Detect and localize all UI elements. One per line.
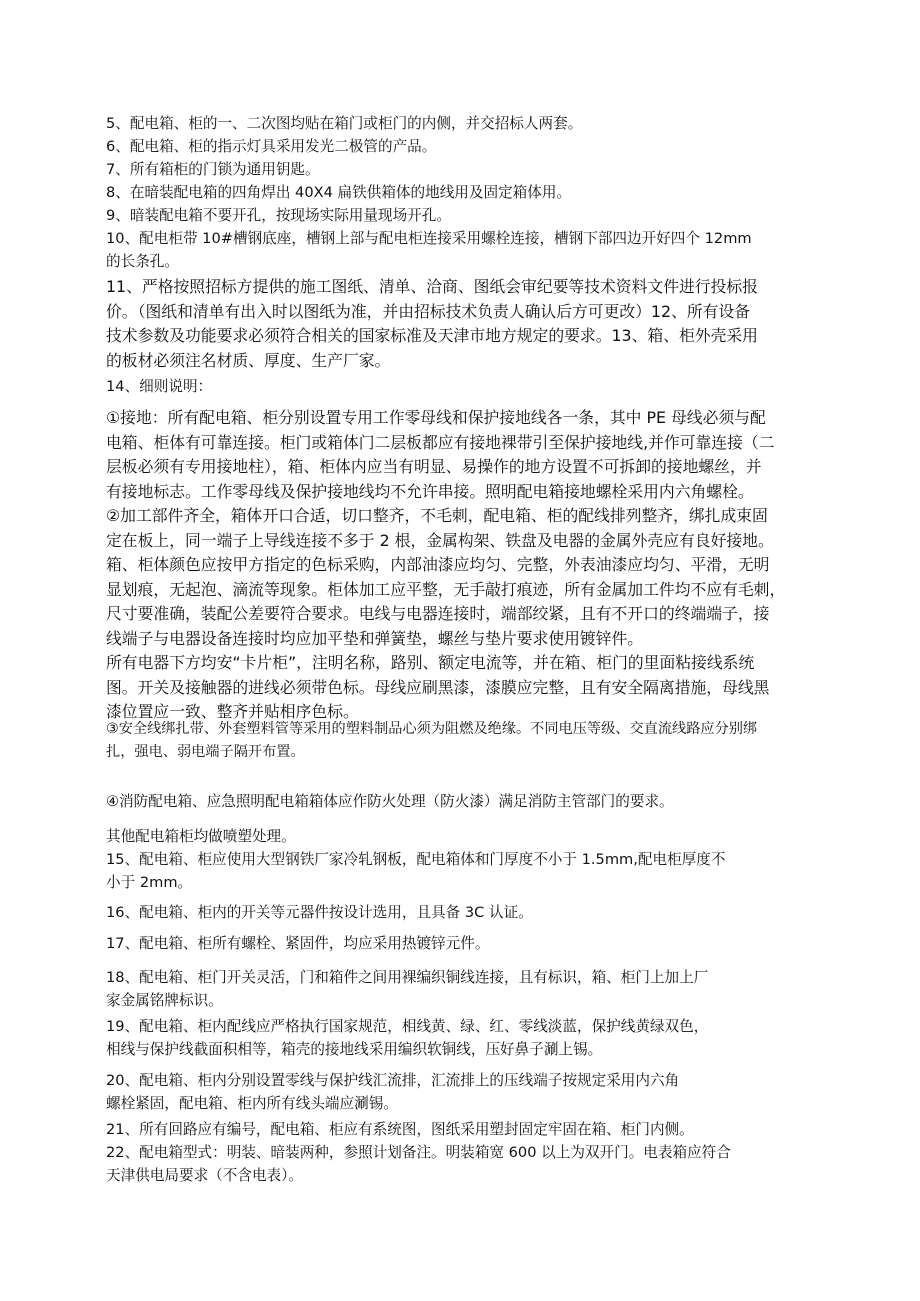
text-line: 尺寸要准确，装配公差要符合要求。电线与电器连接时，端部绞紧，且有不开口的终端端子，接 bbox=[106, 604, 770, 623]
text-line: ④消防配电箱、应急照明配电箱箱体应作防火处理（防火漆）满足消防主管部门的要求。 bbox=[106, 793, 674, 810]
item-21 bbox=[106, 1118, 818, 1141]
item-22 bbox=[106, 1141, 818, 1187]
item-20 bbox=[106, 1069, 818, 1115]
text-line: 21、所有回路应有编号，配电箱、柜应有系统图，图纸采用塑封固定牢固在箱、柜门内侧。 bbox=[106, 1121, 694, 1138]
item-6 bbox=[106, 135, 818, 158]
text-line: 图。开关及接触器的进线必须带色标。母线应刷黑漆，漆膜应完整，且有安全隔离措施，母线黑 bbox=[106, 677, 770, 697]
item-15 bbox=[106, 848, 818, 894]
item-18 bbox=[106, 966, 818, 1012]
text-line: 有接地标志。工作零母线及保护接地线均不允许串接。照明配电箱接地螺栓采用内六角螺栓。 bbox=[106, 481, 754, 501]
item-17 bbox=[106, 932, 818, 955]
text-line: 层板必须有专用接地柱），箱、柜体内应当有明显、易操作的地方设置不可拆卸的接地螺丝，并 bbox=[106, 457, 762, 476]
text-line: ②加工部件齐全，箱体开口合适，切口整齐，不毛刺，配电箱、柜的配线排列整齐，绑扎成束固 bbox=[106, 506, 768, 525]
text-line: 8、在暗装配电箱的四角焊出 40X4 扁铁供箱体的地线用及固定箱体用。 bbox=[106, 184, 572, 201]
text-line: 14、细则说明： bbox=[106, 378, 213, 395]
text-line: 22、配电箱型式：明装、暗装两种，参照计划备注。明装箱宽 600 以上为双开门。电表箱应符合 bbox=[106, 1144, 731, 1161]
item-14-4 bbox=[106, 790, 818, 813]
text-line: 电箱、柜体有可靠连接。柜门或箱体门二层板都应有接地裸带引至保护接地线,并作可靠连接（二 bbox=[106, 432, 775, 452]
text-line: 10、配电柜带 10#槽钢底座，槽钢上部与配电柜连接采用螺栓连接，槽钢下部四边开好四个 12mm bbox=[106, 230, 752, 247]
text-line: ③安全线绑扎带、外套塑料管等采用的塑料制品心须为阻燃及绝缘。不同电压等级、交直流线路应分别绑 bbox=[106, 721, 758, 737]
item-14-heading bbox=[106, 375, 818, 398]
text-line: 15、配电箱、柜应使用大型钢铁厂家冷轧钢板，配电箱体和门厚度不小于 1.5mm,配电柜厚度不 bbox=[106, 851, 726, 868]
text-line: 16、配电箱、柜内的开关等元器件按设计选用，且具备 3C 认证。 bbox=[106, 904, 533, 921]
other-boxes-note bbox=[106, 825, 818, 848]
text-line: 漆位置应一致、整齐并贴相序色标。 bbox=[106, 702, 359, 721]
item-10 bbox=[106, 227, 818, 273]
text-line: 的长条孔。 bbox=[106, 253, 179, 270]
text-line: 5、配电箱、柜的一、二次图均贴在箱门或柜门的内侧，并交招标人两套。 bbox=[106, 115, 583, 132]
text-line: 价。（图纸和清单有出入时以图纸为准，并由招标技术负责人确认后方可更改）12、所有设备 bbox=[106, 301, 751, 321]
item-7 bbox=[106, 158, 818, 181]
text-line: 的板材必须注名材质、厚度、生产厂家。 bbox=[106, 350, 391, 370]
item-16 bbox=[106, 901, 818, 924]
text-line: ①接地：所有配电箱、柜分别设置专用工作零母线和保护接地线各一条，其中 PE 母线必须与配 bbox=[106, 408, 766, 427]
text-line: 螺栓紧固，配电箱、柜内所有线头端应涮锡。 bbox=[106, 1095, 398, 1112]
text-line: 定在板上，同一端子上导线连接不多于 2 根，金属构架、铁盘及电器的金属外壳应有良好接地。 bbox=[106, 530, 774, 550]
item-14-3 bbox=[106, 718, 818, 764]
item-11 bbox=[106, 275, 818, 373]
text-line: 家金属铭牌标识。 bbox=[106, 992, 223, 1009]
text-line: 18、配电箱、柜门开关灵活，门和箱件之间用裸编织铜线连接，且有标识，箱、柜门上加上厂 bbox=[106, 969, 709, 986]
item-8 bbox=[106, 181, 818, 204]
text-line: 其他配电箱柜均做喷塑处理。 bbox=[106, 828, 296, 845]
item-19 bbox=[106, 1015, 818, 1061]
text-line: 线端子与电器设备连接时均应加平垫和弹簧垫，螺丝与垫片要求使用镀锌件。 bbox=[106, 628, 644, 648]
text-line: 9、暗装配电箱不要开孔，按现场实际用量现场开孔。 bbox=[106, 207, 451, 224]
item-9 bbox=[106, 204, 818, 227]
text-line: 天津供电局要求（不含电表）。 bbox=[106, 1167, 304, 1184]
text-line: 技术参数及功能要求必须符合相关的国家标准及天津市地方规定的要求。13、箱、柜外壳采用 bbox=[106, 326, 758, 345]
text-line: 19、配电箱、柜内配线应严格执行国家规范，相线黄、绿、红、零线淡蓝，保护线黄绿双色， bbox=[106, 1018, 709, 1035]
text-line: 扎，强电、弱电端子隔开布置。 bbox=[106, 744, 305, 760]
text-line: 11、严格按照招标方提供的施工图纸、清单、洽商、图纸会审纪要等技术资料文件进行投标报 bbox=[106, 277, 758, 296]
text-line: 小于 2mm。 bbox=[106, 874, 193, 891]
text-line: 相线与保护线截面积相等，箱壳的接地线采用编织软铜线，压好鼻子涮上锡。 bbox=[106, 1041, 603, 1058]
text-line: 箱、柜体颜色应按甲方指定的色标采购，内部油漆应均匀、完整，外表油漆应均匀、平滑，无明 bbox=[106, 555, 770, 574]
item-14-details bbox=[106, 406, 818, 725]
item-5 bbox=[106, 112, 818, 135]
text-line: 20、配电箱、柜内分别设置零线与保护线汇流排，汇流排上的压线端子按规定采用内六角 bbox=[106, 1072, 680, 1089]
text-line: 显划痕，无起泡、滴流等现象。柜体加工应平整，无手敲打痕迹，所有金属加工件均不应有毛刺， bbox=[106, 579, 786, 599]
text-line: 17、配电箱、柜所有螺栓、紧固件，均应采用热镀锌元件。 bbox=[106, 935, 490, 952]
text-line: 7、所有箱柜的门锁为通用钥匙。 bbox=[106, 161, 320, 178]
text-line: 6、配电箱、柜的指示灯具采用发光二极管的产品。 bbox=[106, 138, 437, 155]
text-line: 所有电器下方均安“卡片柜”，注明名称，路别、额定电流等，并在箱、柜门的里面粘接线系统 bbox=[106, 653, 755, 672]
